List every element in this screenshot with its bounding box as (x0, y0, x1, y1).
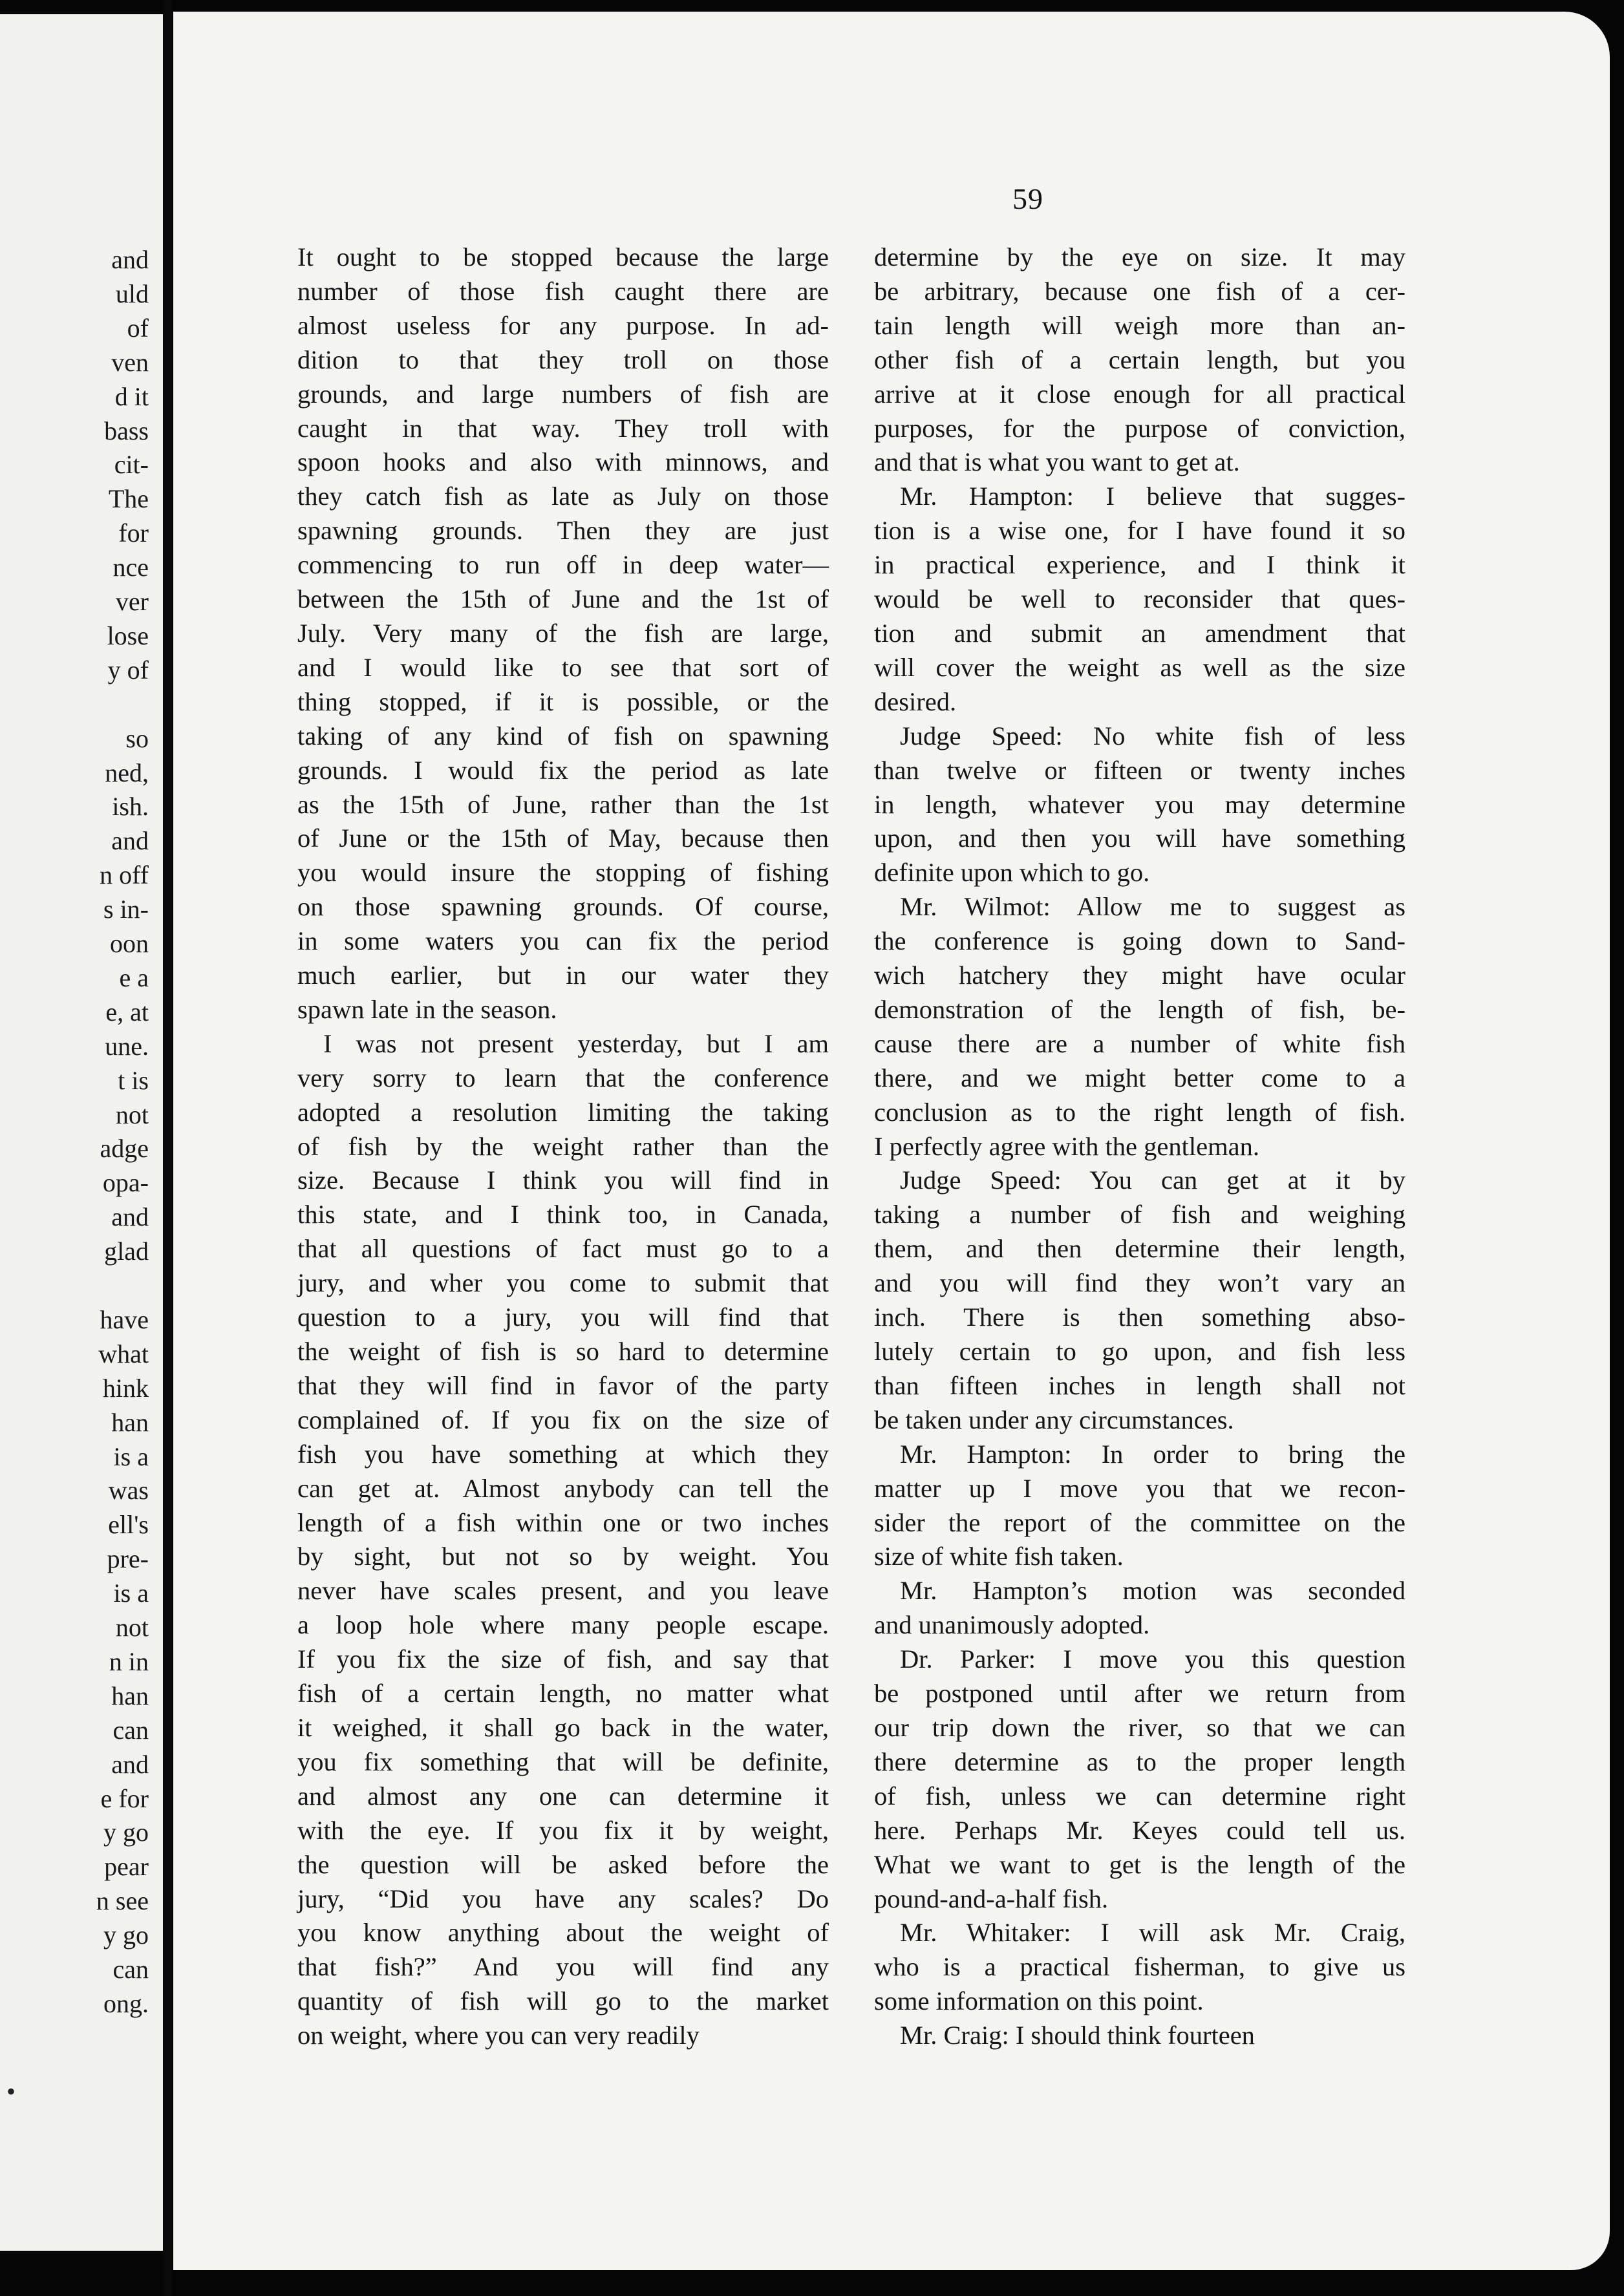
text-line: as the 15th of June, rather than the 1st (297, 789, 829, 819)
text-line: spoon hooks and also with minnows, and (297, 447, 829, 477)
facing-page-text-fragment: e a (119, 962, 149, 992)
text-line: and you will find they won’t vary an (874, 1268, 1405, 1298)
text-line: be postponed until after we return from (874, 1679, 1405, 1708)
text-line: upon, and then you will have something (874, 824, 1405, 853)
paragraph (874, 2019, 1405, 2053)
text-line: Judge Speed: No white fish of less (900, 721, 1405, 750)
text-line: here. Perhaps Mr. Keyes could tell us. (874, 1815, 1405, 1845)
text-line: jury, “Did you have any scales? Do (297, 1884, 829, 1913)
text-line: July. Very many of the fish are large, (297, 618, 829, 648)
text-line: conclusion as to the right length of fish. (874, 1097, 1405, 1127)
text-line: than twelve or fifteen or twenty inches (874, 755, 1405, 785)
facing-page-text-fragment: hink (102, 1373, 149, 1403)
text-line: who is a practical fisherman, to give us (874, 1952, 1405, 1982)
text-line: fish you have something at which they (297, 1439, 829, 1469)
text-line: adopted a resolution limiting the taking (297, 1097, 829, 1127)
facing-page-text-fragment: t is (118, 1065, 149, 1095)
text-line: taking of any kind of fish on spawning (297, 721, 829, 750)
paragraph (874, 1642, 1405, 1916)
text-line: demonstration of the length of fish, be- (874, 994, 1405, 1024)
text-line: that all questions of fact must go to a (297, 1234, 829, 1264)
paragraph (874, 1916, 1405, 2019)
text-line: in practical experience, and I think it (874, 550, 1405, 580)
text-line: the conference is going down to Sand- (874, 926, 1405, 956)
text-line: you know anything about the weight of (297, 1918, 829, 1948)
facing-page-text-fragment: pre- (107, 1544, 149, 1574)
text-line: number of those fish caught there are (297, 276, 829, 306)
facing-page-text-fragment: nce (112, 553, 149, 582)
facing-page-text-fragment: ish. (112, 792, 149, 822)
facing-page-text-fragment: n in (109, 1646, 149, 1676)
text-line: and I would like to see that sort of (297, 652, 829, 682)
facing-page-text-fragment: adge (100, 1134, 149, 1164)
text-line: desired. (874, 686, 957, 716)
text-line: size of white fish taken. (874, 1542, 1124, 1571)
text-line: commencing to run off in deep water— (297, 550, 829, 580)
text-line: almost useless for any purpose. In ad- (297, 310, 829, 340)
text-line: caught in that way. They troll with (297, 413, 829, 443)
text-column-right (874, 240, 1405, 2053)
text-line: determine by the eye on size. It may (874, 242, 1405, 271)
text-line: Mr. Hampton: In order to bring the (900, 1439, 1405, 1469)
text-line: lutely certain to go upon, and fish less (874, 1337, 1405, 1366)
text-line: and almost any one can determine it (297, 1781, 829, 1811)
paragraph (874, 1438, 1405, 1575)
text-line: What we want to get is the length of the (874, 1849, 1405, 1879)
text-line: that they will find in favor of the party (297, 1370, 829, 1400)
facing-page-text-fragment: have (100, 1304, 149, 1334)
facing-page-text-fragment: and (111, 1202, 149, 1232)
text-line: matter up I move you that we recon- (874, 1473, 1405, 1503)
facing-page-text-fragment: une. (105, 1031, 149, 1061)
text-line: in some waters you can fix the period (297, 926, 829, 956)
text-line: and that is what you want to get at. (874, 447, 1240, 477)
text-line: you would insure the stopping of fishing (297, 858, 829, 888)
text-line: quantity of fish will go to the market (297, 1986, 829, 2016)
facing-page-text-fragment: e, at (105, 997, 149, 1026)
text-line: Mr. Wilmot: Allow me to suggest as (900, 892, 1405, 922)
facing-page-text-fragment: for (118, 518, 149, 548)
text-line: inch. There is then something abso- (874, 1302, 1405, 1332)
text-line: Mr. Hampton: I believe that sugges- (900, 482, 1405, 511)
text-line: It ought to be stopped because the large (297, 242, 829, 271)
text-line: will cover the weight as well as the size (874, 652, 1405, 682)
ink-speck: • (6, 2077, 16, 2106)
text-line: spawning grounds. Then they are just (297, 516, 829, 546)
text-line: than fifteen inches in length shall not (874, 1370, 1405, 1400)
text-line: tain length will weigh more than an- (874, 310, 1405, 340)
facing-page-text-fragment: ven (111, 347, 149, 377)
text-line: be arbitrary, because one fish of a cer- (874, 276, 1405, 306)
text-line: there, and we might better come to a (874, 1063, 1405, 1092)
page-number: 59 (1012, 182, 1043, 215)
text-line: with the eye. If you fix it by weight, (297, 1815, 829, 1845)
text-line: between the 15th of June and the 1st of (297, 584, 829, 614)
text-line: I was not present yesterday, but I am (323, 1028, 829, 1058)
text-line: tion and submit an amendment that (874, 618, 1405, 648)
text-line: much earlier, but in our water they (297, 961, 829, 990)
facing-page-text-fragment: is a (113, 1441, 149, 1471)
text-line: Dr. Parker: I move you this question (900, 1644, 1405, 1674)
text-line: our trip down the river, so that we can (874, 1712, 1405, 1742)
text-line: can get at. Almost anybody can tell the (297, 1473, 829, 1503)
facing-page-text-fragment: oon (110, 929, 149, 958)
facing-page-text-fragment: ver (115, 587, 149, 616)
facing-page-text-fragment: what (98, 1339, 149, 1368)
facing-page-text-fragment: and (111, 1749, 149, 1779)
facing-page-text-fragment: ong. (103, 1988, 149, 2018)
facing-page-text-fragment: s in- (103, 895, 149, 924)
text-line: on those spawning grounds. Of course, (297, 892, 829, 922)
text-line: of June or the 15th of May, because then (297, 824, 829, 853)
paragraph (874, 719, 1405, 891)
facing-page-text-fragment: ell's (108, 1510, 149, 1540)
facing-page-text-fragment: not (115, 1613, 149, 1642)
text-line: sider the report of the committee on the (874, 1507, 1405, 1537)
facing-page-text-fragment: bass (104, 416, 149, 445)
facing-page-text-fragment: d it (114, 381, 149, 411)
text-line: never have scales present, and you leave (297, 1576, 829, 1606)
text-line: pound-and-a-half fish. (874, 1884, 1109, 1913)
facing-page-text-fragment: n see (96, 1886, 149, 1916)
facing-page-text-fragment: han (111, 1407, 149, 1437)
text-line: them, and then determine their length, (874, 1234, 1405, 1264)
text-line: tion is a wise one, for I have found it so (874, 516, 1405, 546)
facing-page-text-fragment: is a (113, 1578, 149, 1608)
paragraph (874, 1574, 1405, 1642)
facing-page-text-fragment: pear (104, 1852, 149, 1882)
text-line: of fish, unless we can determine right (874, 1781, 1405, 1811)
text-line: Mr. Whitaker: I will ask Mr. Craig, (900, 1918, 1405, 1948)
facing-page-text-fragment: glad (104, 1237, 149, 1266)
text-line: jury, and wher you come to submit that (297, 1268, 829, 1298)
text-line: cause there are a number of white fish (874, 1028, 1405, 1058)
text-line: definite upon which to go. (874, 858, 1150, 888)
text-line: this state, and I think too, in Canada, (297, 1200, 829, 1229)
text-line: Mr. Craig: I should think fourteen (900, 2021, 1255, 2050)
facing-page-fragment (0, 14, 163, 2251)
facing-page-text-fragment: The (108, 484, 149, 514)
text-line: If you fix the size of fish, and say that (297, 1644, 829, 1674)
text-line: other fish of a certain length, but you (874, 345, 1405, 374)
text-line: thing stopped, if it is possible, or the (297, 686, 829, 716)
paragraph (874, 1164, 1405, 1437)
text-line: that fish?” And you will find any (297, 1952, 829, 1982)
text-line: arrive at it close enough for all practical (874, 379, 1405, 409)
facing-page-text-fragment: and (111, 245, 149, 274)
facing-page-text-fragment: y go (103, 1920, 149, 1950)
paragraph (874, 480, 1405, 719)
facing-page-text-fragment: y go (103, 1818, 149, 1847)
facing-page-text-fragment: lose (107, 621, 149, 650)
text-line: be taken under any circumstances. (874, 1405, 1234, 1434)
text-line: spawn late in the season. (297, 994, 557, 1024)
text-column-left (297, 240, 829, 2053)
facing-page-text-fragment: not (115, 1100, 149, 1129)
facing-page-text-fragment: n off (100, 860, 149, 890)
facing-page-text-fragment: can (112, 1715, 149, 1745)
text-line: very sorry to learn that the conference (297, 1063, 829, 1092)
facing-page-text-fragment: was (108, 1476, 149, 1505)
paragraph (874, 240, 1405, 480)
text-line: would be well to reconsider that ques- (874, 584, 1405, 614)
text-line: some information on this point. (874, 1986, 1204, 2016)
text-line: on weight, where you can very readily (297, 2021, 700, 2050)
text-line: it weighed, it shall go back in the water, (297, 1712, 829, 1742)
text-line: size. Because I think you will find in (297, 1165, 829, 1195)
text-line: grounds, and large numbers of fish are (297, 379, 829, 409)
facing-page-text-fragment: y of (107, 655, 149, 685)
text-line: complained of. If you fix on the size of (297, 1405, 829, 1434)
facing-page-text-fragment: opa- (102, 1168, 149, 1198)
text-line: the question will be asked before the (297, 1849, 829, 1879)
facing-page-text-fragment: uld (115, 279, 149, 308)
text-line: the weight of fish is so hard to determine (297, 1337, 829, 1366)
text-line: I perfectly agree with the gentleman. (874, 1131, 1259, 1161)
facing-page-text-fragment: han (111, 1681, 149, 1710)
text-line: wich hatchery they might have ocular (874, 961, 1405, 990)
text-line: in length, whatever you may determine (874, 789, 1405, 819)
text-line: and unanimously adopted. (874, 1610, 1150, 1640)
text-line: you fix something that will be definite, (297, 1747, 829, 1776)
text-line: Judge Speed: You can get at it by (900, 1165, 1405, 1195)
text-line: grounds. I would fix the period as late (297, 755, 829, 785)
text-line: taking a number of fish and weighing (874, 1200, 1405, 1229)
text-line: purposes, for the purpose of conviction, (874, 413, 1405, 443)
facing-page-text-fragment: e for (100, 1783, 149, 1813)
paragraph (874, 890, 1405, 1164)
facing-page-text-fragment: of (127, 313, 149, 343)
facing-page-text-fragment: ned, (105, 758, 149, 787)
paragraph (297, 240, 829, 1027)
text-line: dition to that they troll on those (297, 345, 829, 374)
text-line: there determine as to the proper length (874, 1747, 1405, 1776)
paragraph (297, 1027, 829, 2053)
facing-page-text-fragment: and (111, 826, 149, 856)
text-line: a loop hole where many people escape. (297, 1610, 829, 1640)
page-gutter (163, 0, 172, 2296)
text-line: of fish by the weight rather than the (297, 1131, 829, 1161)
text-line: they catch fish as late as July on those (297, 482, 829, 511)
text-line: length of a fish within one or two inches (297, 1507, 829, 1537)
text-line: question to a jury, you will find that (297, 1302, 829, 1332)
text-line: by sight, but not so by weight. You (297, 1542, 829, 1571)
facing-page-text-fragment: so (125, 723, 149, 753)
text-line: Mr. Hampton’s motion was seconded (900, 1576, 1405, 1606)
text-line: fish of a certain length, no matter what (297, 1679, 829, 1708)
facing-page-text-fragment: cit- (114, 450, 149, 480)
facing-page-text-fragment: can (112, 1955, 149, 1984)
